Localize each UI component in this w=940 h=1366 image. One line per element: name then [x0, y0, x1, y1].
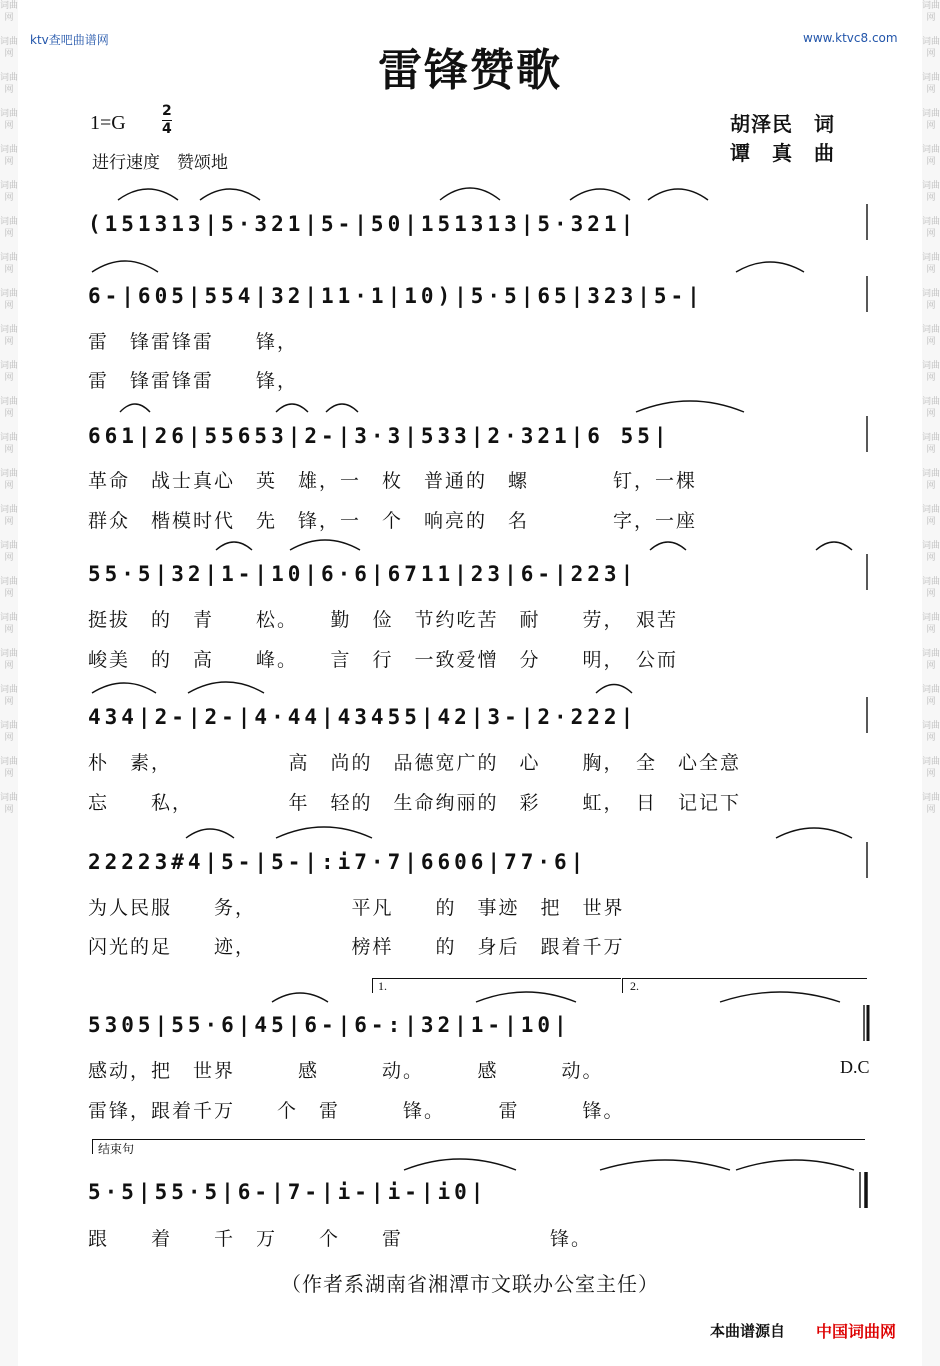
- watermark-text: 词曲网: [922, 1, 940, 23]
- watermark-text: 词曲网: [0, 649, 18, 671]
- lyric-row-6-verse-2: 闪光的足 迹， 榜样 的 身后 跟着千万: [88, 936, 625, 958]
- watermark-text: 词曲网: [0, 721, 18, 743]
- slur: [186, 829, 234, 838]
- slur: [736, 1160, 854, 1170]
- slur: [120, 404, 150, 412]
- watermark-text: 词曲网: [922, 613, 940, 635]
- volta-label-1: 1.: [378, 979, 387, 993]
- watermark-text: 词曲网: [0, 37, 18, 59]
- watermark-text: 词曲网: [0, 1, 18, 23]
- watermark-text: 词曲网: [922, 217, 940, 239]
- slur: [736, 262, 804, 272]
- watermark-text: 词曲网: [0, 145, 18, 167]
- lyric-row-3-verse-1: 革命 战士真心 英 雄，一 枚 普通的 螺 钉，一棵: [88, 470, 698, 492]
- source-site-link[interactable]: 中国词曲网: [816, 1322, 897, 1341]
- slur: [636, 401, 744, 412]
- lyric-row-5-verse-2: 忘 私， 年 轻的 生命绚丽的 彩 虹， 日 记记下: [88, 792, 742, 814]
- watermark-text: 词曲网: [922, 793, 940, 815]
- lyric-row-4-verse-2: 峻美 的 高 峰。 言 行 一致爱憎 分 明， 公而: [88, 649, 679, 671]
- slur: [776, 828, 852, 838]
- lyric-row-7-verse-2: 雷锋，跟着千万 个 雷 锋。 雷 锋。: [88, 1100, 625, 1122]
- lyric-row-3-verse-2: 群众 楷模时代 先 锋，一 个 响亮的 名 字，一座: [88, 510, 698, 532]
- watermark-text: 词曲网: [0, 577, 18, 599]
- notation-row-1: (151313|5·321|5-|50|151313|5·321|: [88, 212, 638, 236]
- song-title: 雷锋赞歌: [378, 45, 562, 96]
- watermark-text: 词曲网: [0, 757, 18, 779]
- notation-row-7: 5305|55·6|45|6-|6-:|32|1-|10|: [88, 1013, 571, 1037]
- watermark-text: 词曲网: [922, 145, 940, 167]
- watermark-text: 词曲网: [0, 541, 18, 563]
- notation-row-4: 55·5|32|1-|10|6·6|6711|23|6-|223|: [88, 562, 638, 586]
- watermark-text: 词曲网: [922, 541, 940, 563]
- slur: [816, 542, 852, 550]
- watermark-text: 词曲网: [922, 73, 940, 95]
- tempo-marking: 进行速度 赞颂地: [92, 153, 228, 173]
- slur: [290, 540, 360, 550]
- source-label: 本曲谱源自: [710, 1322, 786, 1340]
- watermark-text: 词曲网: [922, 325, 940, 347]
- watermark-text: 词曲网: [0, 289, 18, 311]
- slur: [650, 542, 686, 550]
- watermark-text: 词曲网: [922, 109, 940, 131]
- slur: [200, 189, 260, 200]
- watermark-text: 词曲网: [922, 253, 940, 275]
- watermark-text: 词曲网: [0, 505, 18, 527]
- watermark-text: 词曲网: [922, 397, 940, 419]
- key-signature: 1=G: [90, 112, 126, 134]
- lyric-row-4-verse-1: 挺拔 的 青 松。 勤 俭 节约吃苦 耐 劳， 艰苦: [88, 609, 679, 631]
- slur: [404, 1159, 516, 1170]
- watermark-text: 词曲网: [922, 577, 940, 599]
- watermark-text: 词曲网: [0, 361, 18, 383]
- slur: [440, 188, 500, 200]
- lyric-row-8: 跟 着 千 万 个 雷 锋。: [88, 1228, 593, 1250]
- watermark-text: 词曲网: [0, 685, 18, 707]
- watermark-text: 词曲网: [922, 361, 940, 383]
- slur: [188, 682, 264, 693]
- watermark-text: 词曲网: [922, 721, 940, 743]
- lyric-row-5-verse-1: 朴 素， 高 尚的 品德宽广的 心 胸， 全 心全意: [88, 752, 742, 774]
- notation-row-5: 434|2-|2-|4·44|43455|42|3-|2·222|: [88, 705, 638, 729]
- slur: [596, 685, 632, 694]
- watermark-text: 词曲网: [922, 685, 940, 707]
- watermark-text: 词曲网: [922, 181, 940, 203]
- notation-row-8: 5·5|55·5|6-|7-|i-|i-|i0|: [88, 1180, 488, 1204]
- watermark-text: 词曲网: [922, 649, 940, 671]
- watermark-text: 词曲网: [0, 181, 18, 203]
- watermark-text: 词曲网: [922, 505, 940, 527]
- composer-credit: 谭 真 曲: [730, 141, 835, 165]
- meter-bottom: 4: [162, 121, 172, 137]
- watermark-text: 词曲网: [922, 289, 940, 311]
- watermark-text: 词曲网: [0, 793, 18, 815]
- watermark-text: 词曲网: [922, 469, 940, 491]
- lyric-row-6-verse-1: 为人民服 务， 平凡 的 事迹 把 世界: [88, 897, 625, 919]
- slur: [648, 189, 708, 200]
- slur: [216, 542, 252, 550]
- notation-row-2: 6-|605|554|32|11·1|10)|5·5|65|323|5-|: [88, 284, 704, 308]
- slur: [92, 683, 156, 693]
- coda-label: 结束句: [98, 1142, 135, 1156]
- slur: [326, 404, 358, 412]
- slur: [600, 1160, 730, 1170]
- site-link-left[interactable]: ktv查吧曲谱网: [30, 33, 109, 47]
- lyric-row-2-verse-2: 雷 锋雷锋雷 锋，: [88, 370, 299, 392]
- watermark-text: 词曲网: [0, 613, 18, 635]
- watermark-text: 词曲网: [0, 217, 18, 239]
- notation-row-6: 22223#4|5-|5-|:i7·7|6606|77·6|: [88, 850, 588, 874]
- watermark-text: 词曲网: [0, 433, 18, 455]
- slur: [476, 992, 576, 1002]
- watermark-text: 词曲网: [0, 253, 18, 275]
- volta-label-2: 2.: [630, 979, 639, 993]
- lyric-row-7-verse-1: 感动，把 世界 感 动。 感 动。: [88, 1060, 604, 1082]
- slur: [92, 261, 158, 272]
- author-footnote: （作者系湖南省湘潭市文联办公室主任）: [281, 1272, 659, 1296]
- slur: [272, 993, 328, 1002]
- watermark-text: 词曲网: [0, 325, 18, 347]
- slur: [570, 189, 630, 200]
- meter-top: 2: [162, 103, 172, 119]
- watermark-text: 词曲网: [922, 433, 940, 455]
- lyricist-credit: 胡泽民 词: [730, 112, 835, 136]
- watermark-text: 词曲网: [0, 109, 18, 131]
- watermark-text: 词曲网: [922, 37, 940, 59]
- slur: [118, 189, 178, 200]
- watermark-text: 词曲网: [0, 73, 18, 95]
- notation-row-3: 661|26|55653|2-|3·3|533|2·321|6 55|: [88, 424, 671, 448]
- slur: [276, 404, 308, 412]
- lyric-row-2-verse-1: 雷 锋雷锋雷 锋，: [88, 331, 299, 353]
- site-link-right[interactable]: www.ktvc8.com: [803, 31, 898, 45]
- watermark-text: 词曲网: [0, 397, 18, 419]
- slur: [720, 992, 840, 1002]
- da-capo-mark: D.C: [840, 1057, 870, 1077]
- slur: [276, 827, 372, 838]
- watermark-text: 词曲网: [0, 469, 18, 491]
- watermark-text: 词曲网: [922, 757, 940, 779]
